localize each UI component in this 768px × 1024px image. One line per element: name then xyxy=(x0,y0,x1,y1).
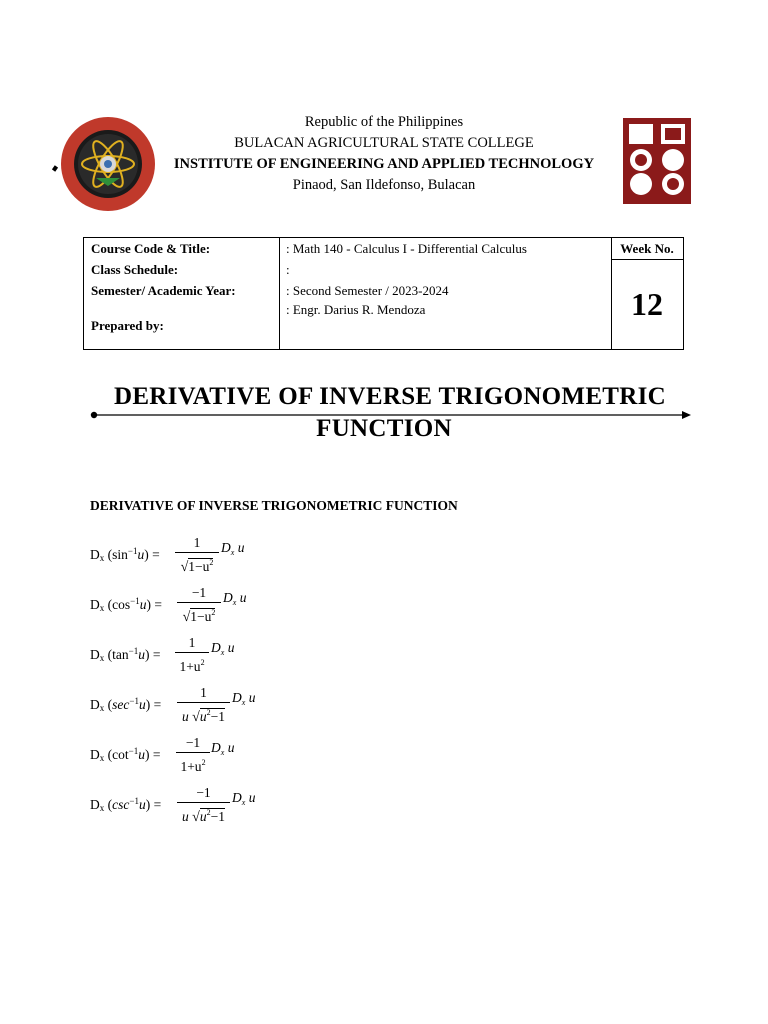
course-info-table xyxy=(83,237,684,350)
prepared-value: : Engr. Darius R. Mendoza xyxy=(286,302,426,317)
schedule-value: : xyxy=(286,262,290,277)
header-republic: Republic of the Philippines xyxy=(304,114,464,130)
prepared-label: Prepared by: xyxy=(91,318,164,333)
header-address: Pinaod, San Ildefonso, Bulacan xyxy=(292,177,476,193)
week-label: Week No. xyxy=(620,241,674,256)
schedule-label: Class Schedule: xyxy=(91,262,179,277)
formula-dxu: $D_x$ u xyxy=(211,640,235,657)
formula-dxu: $D_x$ u xyxy=(221,540,245,557)
table-divider xyxy=(611,259,683,260)
formula-lhs: $D_x$ $(\cos^{-1}u)$ = xyxy=(90,596,162,613)
formula-dxu: $D_x$ u xyxy=(211,740,235,757)
formula-lhs: $D_x$ $(\csc^{-1}u)$ = xyxy=(90,796,162,813)
header-institute: INSTITUTE OF ENGINEERING AND APPLIED TECHNOLOGY xyxy=(173,156,595,172)
page-title-line1: DERIVATIVE OF INVERSE TRIGONOMETRIC xyxy=(113,383,667,410)
table-divider xyxy=(279,238,280,349)
formula-dxu: $D_x$ u xyxy=(232,690,256,707)
formula-lhs: $D_x$ $(\sin^{-1}u)$ = xyxy=(90,546,160,563)
header-college: BULACAN AGRICULTURAL STATE COLLEGE xyxy=(234,135,534,151)
course-value: : Math 140 - Calculus I - Differential Calculus xyxy=(286,241,527,256)
page-title-line2: FUNCTION xyxy=(316,415,452,442)
formula-lhs: $D_x$ $(\sec^{-1}u)$ = xyxy=(90,696,162,713)
formula-fraction: 1 $1+u^2$ xyxy=(175,634,209,671)
formula-fraction: 1 u $√u^2-1$ xyxy=(177,684,230,721)
formula-dxu: $D_x$ u xyxy=(223,590,247,607)
formula-fraction: −1 $1+u^2$ xyxy=(176,734,210,771)
formula-dxu: $D_x$ u xyxy=(232,790,256,807)
section-heading: DERIVATIVE OF INVERSE TRIGONOMETRIC FUNCTION xyxy=(90,498,458,513)
formula-lhs: $D_x$ $(\tan^{-1}u)$ = xyxy=(90,646,161,663)
formula-fraction: −1 u $√u^2-1$ xyxy=(177,784,230,821)
formula-fraction: −1 $√1-u^2$ xyxy=(177,584,221,621)
week-number: 12 xyxy=(631,286,663,322)
formula-fraction: 1 $√1-u^2$ xyxy=(175,534,219,571)
semester-label: Semester/ Academic Year: xyxy=(91,283,236,298)
course-label: Course Code & Title: xyxy=(91,241,211,256)
semester-value: : Second Semester / 2023-2024 xyxy=(286,283,449,298)
formula-lhs: $D_x$ $(\cot^{-1}u)$ = xyxy=(90,746,161,763)
